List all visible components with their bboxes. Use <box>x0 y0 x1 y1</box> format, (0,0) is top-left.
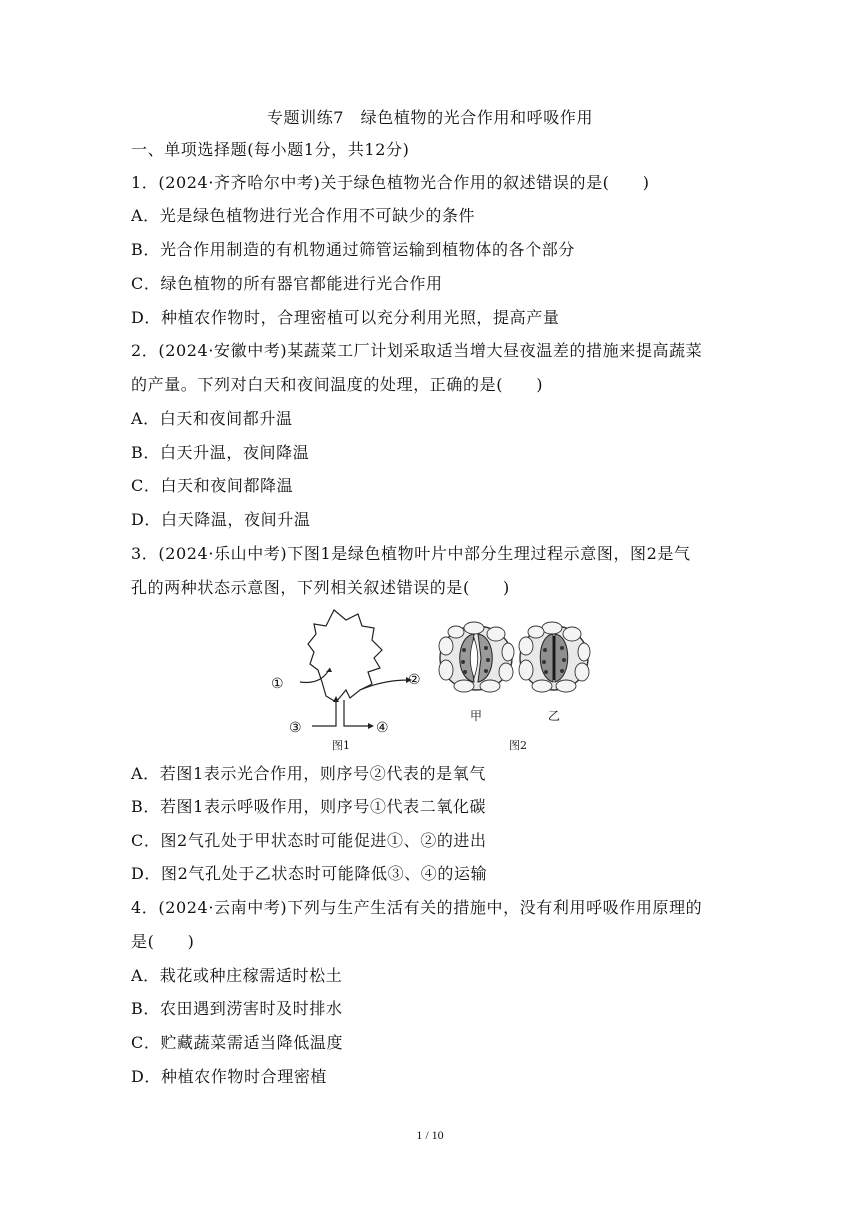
question-3-option-b: B．若图1表示呼吸作用，则序号①代表二氧化碳 <box>131 797 487 816</box>
question-3-option-a: A．若图1表示光合作用，则序号②代表的是氧气 <box>131 764 486 783</box>
figure-1-leaf-diagram <box>271 610 421 752</box>
question-1-option-d: D．种植农作物时，合理密植可以充分利用光照，提高产量 <box>131 308 560 327</box>
question-4-option-c: C．贮藏蔬菜需适当降低温度 <box>131 1033 344 1052</box>
question-3-option-d: D．图2气孔处于乙状态时可能降低③、④的运输 <box>131 864 488 883</box>
question-4-option-b: B．农田遇到涝害时及时排水 <box>131 999 343 1018</box>
arrow-1 <box>300 668 330 682</box>
question-2-option-d: D．白天降温，夜间升温 <box>131 510 311 529</box>
page-title: 专题训练7 绿色植物的光合作用和呼吸作用 <box>266 108 594 127</box>
page-number: 1 / 10 <box>416 1128 444 1142</box>
fig2-label-yi: 乙 <box>548 709 561 723</box>
question-4-option-a: A．栽花或种庄稼需适时松土 <box>131 966 343 985</box>
question-2-option-c: C．白天和夜间都降温 <box>131 476 294 495</box>
question-4-option-d: D．种植农作物时合理密植 <box>131 1067 328 1086</box>
question-1-stem: 1．(2024·齐齐哈尔中考)关于绿色植物光合作用的叙述错误的是( ) <box>131 173 650 192</box>
stoma-closed <box>519 622 590 692</box>
question-1-option-a: A．光是绿色植物进行光合作用不可缺少的条件 <box>131 206 476 225</box>
arrow-3 <box>312 700 336 726</box>
question-2-stem-line-1: 2．(2024·安徽中考)某蔬菜工厂计划采取适当增大昼夜温差的措施来提高蔬菜 <box>131 341 703 360</box>
fig1-caption: 图1 <box>332 739 350 752</box>
fig1-label-4: ④ <box>376 720 389 736</box>
stoma-open <box>439 622 514 692</box>
figure-2-stomata-diagram <box>439 622 590 752</box>
question-3-figure <box>262 606 592 756</box>
fig1-label-2: ② <box>408 672 421 688</box>
leaf-outline <box>308 610 382 702</box>
question-2-stem-line-2: 的产量。下列对白天和夜间温度的处理，正确的是( ) <box>131 375 544 394</box>
question-3-stem-line-2: 孔的两种状态示意图，下列相关叙述错误的是( ) <box>131 578 510 597</box>
question-4-stem-line-2: 是( ) <box>131 932 195 951</box>
fig1-label-3: ③ <box>289 720 302 736</box>
question-2-option-a: A．白天和夜间都升温 <box>131 409 293 428</box>
question-3-option-c: C．图2气孔处于甲状态时可能促进①、②的进出 <box>131 831 487 850</box>
arrow-4-head <box>368 723 374 729</box>
section-heading: 一、单项选择题(每小题1分，共12分) <box>131 140 410 159</box>
arrow-2 <box>360 680 408 690</box>
question-2-option-b: B．白天升温，夜间降温 <box>131 443 310 462</box>
question-1-option-c: C．绿色植物的所有器官都能进行光合作用 <box>131 274 443 293</box>
arrow-1-head <box>326 668 332 672</box>
fig1-label-1: ① <box>271 676 284 692</box>
question-4-stem-line-1: 4．(2024·云南中考)下列与生产生活有关的措施中，没有利用呼吸作用原理的 <box>131 898 703 917</box>
fig2-label-jia: 甲 <box>470 709 483 723</box>
arrow-4 <box>344 700 370 726</box>
question-3-stem-line-1: 3．(2024·乐山中考)下图1是绿色植物叶片中部分生理过程示意图，图2是气 <box>131 544 691 563</box>
question-1-option-b: B．光合作用制造的有机物通过筛管运输到植物体的各个部分 <box>131 240 575 259</box>
fig2-caption: 图2 <box>509 739 527 752</box>
